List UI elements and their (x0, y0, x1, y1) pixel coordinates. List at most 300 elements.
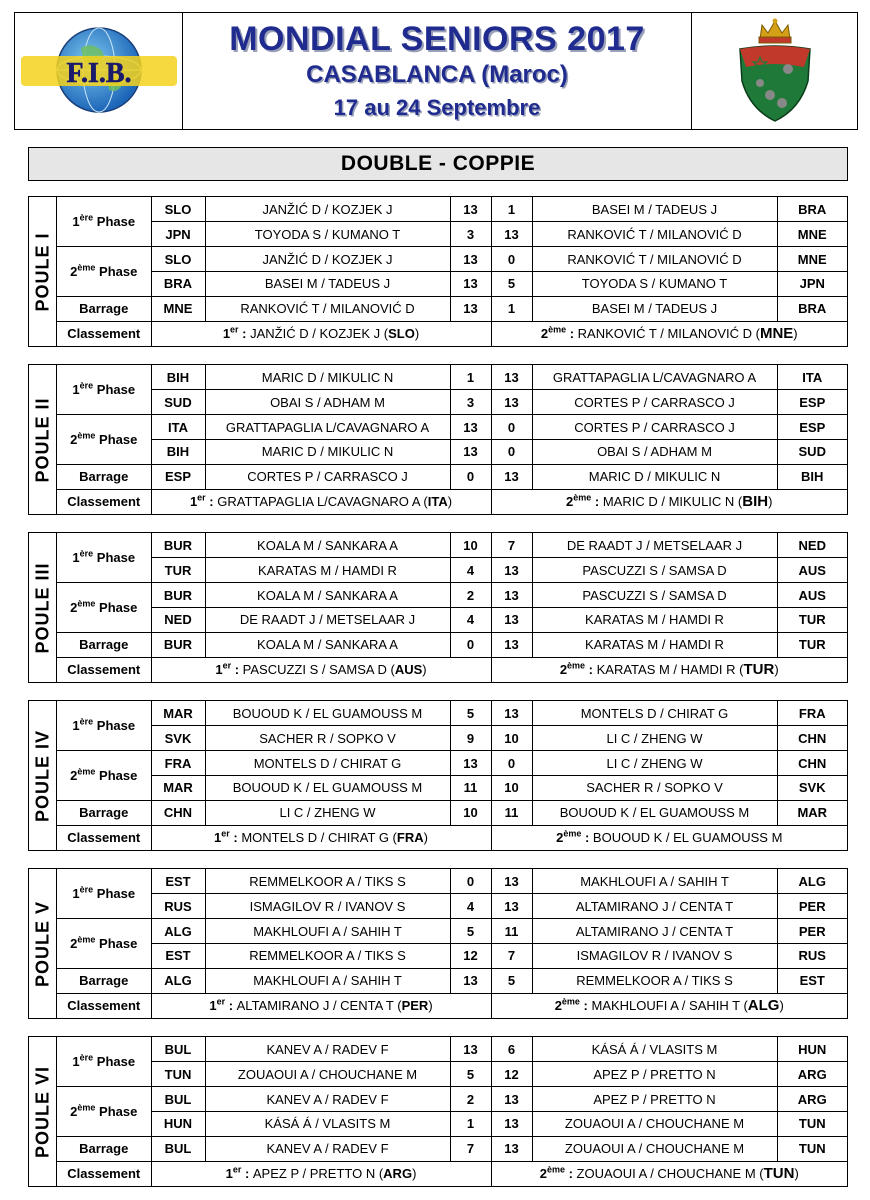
phase-label (57, 365, 151, 415)
team1-code: BUR (151, 533, 205, 558)
team2-score: 13 (491, 558, 532, 583)
team2-names: PASCUZZI S / SAMSA D (532, 583, 777, 608)
phase-ordinal: ème (77, 262, 96, 273)
team2-score: 13 (491, 583, 532, 608)
team1-score: 13 (450, 197, 491, 222)
rank-ordinal: ème (548, 324, 567, 335)
rank-ordinal: er (216, 996, 226, 1007)
team1-code: SLO (151, 197, 205, 222)
pool-block (28, 1036, 848, 1187)
rank-ordinal: er (221, 828, 230, 839)
second-place-names: MAKHLOUFI A / SAHIH T (591, 998, 740, 1014)
phase-number: 1 (72, 550, 80, 566)
phase-label: Barrage (57, 632, 151, 657)
team1-score: 9 (450, 726, 491, 751)
phase-ordinal: ème (77, 430, 96, 441)
pool-results-table (57, 365, 847, 514)
team1-score: 12 (450, 943, 491, 968)
team2-code: BRA (777, 296, 847, 321)
team1-score: 5 (450, 1062, 491, 1087)
second-place-names: RANKOVIĆ T / MILANOVIĆ D (577, 326, 752, 342)
rank-ordinal: er (230, 324, 239, 335)
team2-score: 10 (491, 775, 532, 800)
rank-number: 1 (209, 998, 217, 1014)
ranking-label: Classement (57, 1161, 151, 1186)
team1-names: JANŽIĆ D / KOZJEK J (205, 247, 450, 272)
second-place-code: TUR (743, 661, 775, 679)
phase-label (57, 919, 151, 969)
team2-names: ZOUAOUI A / CHOUCHANE M (532, 1136, 777, 1161)
rank-separator: : (238, 326, 251, 342)
team2-names: CORTES P / CARRASCO J (532, 415, 777, 440)
pool-name: POULE V (32, 900, 52, 987)
team2-score: 0 (491, 439, 532, 464)
phase-ordinal: ère (79, 884, 94, 895)
match-row (57, 271, 847, 296)
first-place-code: SLO (388, 326, 415, 342)
rank-ordinal: er (222, 660, 232, 671)
team2-score: 13 (491, 607, 532, 632)
team2-names: ALTAMIRANO J / CENTA T (532, 894, 777, 919)
phase-number: 1 (72, 886, 80, 902)
team1-names: CORTES P / CARRASCO J (205, 464, 450, 489)
phase-word: Phase (95, 1103, 138, 1119)
team1-code: BUL (151, 1037, 205, 1062)
team2-code: AUS (777, 583, 847, 608)
team2-score: 6 (491, 1037, 532, 1062)
second-place: 2ème : ZOUAOUI A / CHOUCHANE M (TUN) (491, 1161, 847, 1186)
pool-block (28, 532, 848, 683)
team1-code: EST (151, 869, 205, 894)
team1-names: BASEI M / TADEUS J (205, 271, 450, 296)
team1-code: SUD (151, 390, 205, 415)
team2-names: LI C / ZHENG W (532, 726, 777, 751)
team2-code: SUD (777, 439, 847, 464)
team1-code: MNE (151, 296, 205, 321)
team1-score: 10 (450, 533, 491, 558)
match-row (57, 919, 847, 944)
team2-code: ESP (777, 415, 847, 440)
match-row (57, 583, 847, 608)
first-place: 1er : JANŽIĆ D / KOZJEK J (SLO) (151, 321, 491, 346)
team1-names: SACHER R / SOPKO V (205, 726, 450, 751)
pool-name: POULE IV (32, 729, 52, 822)
phase-number: 2 (70, 1103, 78, 1119)
rank-number: 2 (539, 1166, 547, 1182)
pool-results-table (57, 533, 847, 682)
team1-score: 13 (450, 968, 491, 993)
phase-number: 2 (70, 431, 78, 447)
ranking-row (57, 1161, 847, 1186)
match-row (57, 894, 847, 919)
federation-crest-logo (692, 13, 857, 129)
team1-score: 10 (450, 800, 491, 825)
team2-score: 7 (491, 533, 532, 558)
team2-names: ISMAGILOV R / IVANOV S (532, 943, 777, 968)
team1-names: BOUOUD K / EL GUAMOUSS M (205, 775, 450, 800)
second-place-names: BOUOUD K / EL GUAMOUSS M (592, 830, 783, 846)
globe-icon (19, 26, 179, 116)
phase-label (57, 751, 151, 801)
match-row (57, 415, 847, 440)
team2-code: ALG (777, 869, 847, 894)
match-row (57, 533, 847, 558)
rank-separator: : (579, 998, 592, 1014)
second-place: 2ème : MAKHLOUFI A / SAHIH T (ALG) (491, 993, 847, 1018)
phase-number: 1 (72, 382, 80, 398)
team2-code: CHN (777, 751, 847, 776)
match-row (57, 222, 847, 247)
team1-code: ALG (151, 968, 205, 993)
team2-score: 0 (491, 247, 532, 272)
phase-number: 1 (72, 718, 80, 734)
phase-ordinal: ère (79, 716, 94, 727)
team1-names: KANEV A / RADEV F (205, 1136, 450, 1161)
team1-names: MAKHLOUFI A / SAHIH T (205, 919, 450, 944)
team2-code: BRA (777, 197, 847, 222)
team1-names: JANŽIĆ D / KOZJEK J (205, 197, 450, 222)
phase-number: 2 (70, 935, 78, 951)
phase-word: Phase (93, 550, 136, 566)
ranking-label: Classement (57, 825, 151, 850)
event-title: MONDIAL SENIORS 2017 (229, 20, 645, 58)
match-row (57, 1037, 847, 1062)
pool-block (28, 868, 848, 1019)
first-place-code: ARG (383, 1166, 413, 1182)
team2-names: BOUOUD K / EL GUAMOUSS M (532, 800, 777, 825)
pool-label (29, 1037, 57, 1186)
team1-names: DE RAADT J / METSELAAR J (205, 607, 450, 632)
pool-results-table (57, 197, 847, 346)
phase-ordinal: ème (77, 766, 96, 777)
team2-names: KARATAS M / HAMDI R (532, 632, 777, 657)
phase-label: Barrage (57, 1136, 151, 1161)
second-place-names: ZOUAOUI A / CHOUCHANE M (576, 1166, 756, 1182)
pool-results-table (57, 701, 847, 850)
team1-score: 13 (450, 296, 491, 321)
rank-separator: : (231, 662, 243, 678)
team2-score: 0 (491, 415, 532, 440)
team2-score: 5 (491, 271, 532, 296)
match-row (57, 943, 847, 968)
team1-score: 5 (450, 701, 491, 726)
team1-code: ALG (151, 919, 205, 944)
rank-separator: : (225, 998, 237, 1014)
phase-word: Phase (93, 886, 136, 902)
team2-code: ESP (777, 390, 847, 415)
phase-label (57, 701, 151, 751)
phase-ordinal: ère (79, 212, 94, 223)
team2-code: EST (777, 968, 847, 993)
match-row (57, 464, 847, 489)
team2-score: 1 (491, 296, 532, 321)
team2-code: ITA (777, 365, 847, 390)
team1-names: KOALA M / SANKARA A (205, 583, 450, 608)
phase-label: Barrage (57, 296, 151, 321)
team2-names: RANKOVIĆ T / MILANOVIĆ D (532, 247, 777, 272)
team1-score: 13 (450, 439, 491, 464)
second-place-names: KARATAS M / HAMDI R (596, 662, 736, 678)
team1-code: NED (151, 607, 205, 632)
team2-code: ARG (777, 1062, 847, 1087)
team1-code: SVK (151, 726, 205, 751)
pool-name: POULE II (32, 396, 52, 483)
pool-block (28, 196, 848, 347)
team2-code: TUN (777, 1136, 847, 1161)
team1-code: BUR (151, 632, 205, 657)
team1-code: RUS (151, 894, 205, 919)
first-place: 1er : GRATTAPAGLIA L/CAVAGNARO A (ITA) (151, 489, 491, 514)
team1-score: 2 (450, 1087, 491, 1112)
team1-score: 13 (450, 1037, 491, 1062)
team2-code: AUS (777, 558, 847, 583)
team2-code: MNE (777, 247, 847, 272)
team2-names: MARIC D / MIKULIC N (532, 464, 777, 489)
team2-code: TUR (777, 632, 847, 657)
match-row (57, 800, 847, 825)
first-place-code: FRA (396, 830, 424, 846)
match-row (57, 1136, 847, 1161)
team2-score: 13 (491, 365, 532, 390)
phase-label (57, 533, 151, 583)
team2-code: TUN (777, 1111, 847, 1136)
ranking-row (57, 321, 847, 346)
team1-code: FRA (151, 751, 205, 776)
team2-score: 13 (491, 1136, 532, 1161)
pool-label (29, 197, 57, 346)
phase-label: Barrage (57, 800, 151, 825)
ranking-row (57, 489, 847, 514)
team2-names: APEZ P / PRETTO N (532, 1087, 777, 1112)
phase-label: Barrage (57, 968, 151, 993)
team2-code: MNE (777, 222, 847, 247)
ranking-label: Classement (57, 321, 151, 346)
phase-ordinal: ère (79, 1052, 94, 1063)
rank-ordinal: ème (573, 492, 592, 503)
team2-score: 13 (491, 222, 532, 247)
ranking-row (57, 825, 847, 850)
crest-icon (730, 17, 820, 125)
phase-word: Phase (95, 263, 138, 279)
team2-score: 5 (491, 968, 532, 993)
team2-names: KÁSÁ Á / VLASITS M (532, 1037, 777, 1062)
rank-ordinal: ème (546, 1164, 565, 1175)
team1-names: KARATAS M / HAMDI R (205, 558, 450, 583)
team1-names: MAKHLOUFI A / SAHIH T (205, 968, 450, 993)
second-place-code: TUN (763, 1165, 795, 1183)
team1-code: ESP (151, 464, 205, 489)
team2-names: LI C / ZHENG W (532, 751, 777, 776)
rank-number: 2 (559, 662, 568, 678)
first-place-code: AUS (394, 662, 423, 678)
team1-names: KANEV A / RADEV F (205, 1087, 450, 1112)
team1-score: 1 (450, 365, 491, 390)
phase-ordinal: ème (77, 1102, 96, 1113)
phase-number: 2 (70, 263, 78, 279)
team2-code: TUR (777, 607, 847, 632)
rank-number: 1 (214, 830, 222, 846)
page-header (14, 12, 858, 130)
first-place: 1er : APEZ P / PRETTO N (ARG) (151, 1161, 491, 1186)
team1-names: KOALA M / SANKARA A (205, 632, 450, 657)
phase-word: Phase (93, 718, 136, 734)
team1-names: GRATTAPAGLIA L/CAVAGNARO A (205, 415, 450, 440)
team1-names: REMMELKOOR A / TIKS S (205, 869, 450, 894)
phase-ordinal: ème (77, 934, 96, 945)
team2-score: 10 (491, 726, 532, 751)
team1-names: MARIC D / MIKULIC N (205, 365, 450, 390)
phase-label (57, 247, 151, 297)
rank-separator: : (564, 1166, 577, 1182)
team2-names: MONTELS D / CHIRAT G (532, 701, 777, 726)
team1-score: 1 (450, 1111, 491, 1136)
match-row (57, 558, 847, 583)
team1-code: CHN (151, 800, 205, 825)
team2-code: NED (777, 533, 847, 558)
team1-names: OBAI S / ADHAM M (205, 390, 450, 415)
team1-code: BIH (151, 439, 205, 464)
team2-names: GRATTAPAGLIA L/CAVAGNARO A (532, 365, 777, 390)
team1-names: MONTELS D / CHIRAT G (205, 751, 450, 776)
first-place-names: JANŽIĆ D / KOZJEK J (250, 326, 381, 342)
match-row (57, 1062, 847, 1087)
phase-number: 1 (72, 214, 80, 230)
team1-names: BOUOUD K / EL GUAMOUSS M (205, 701, 450, 726)
phase-label: Barrage (57, 464, 151, 489)
team2-score: 13 (491, 1111, 532, 1136)
team1-code: EST (151, 943, 205, 968)
fib-logo (15, 13, 183, 129)
team1-code: BIH (151, 365, 205, 390)
team1-score: 3 (450, 390, 491, 415)
rank-number: 1 (222, 326, 231, 342)
team2-names: BASEI M / TADEUS J (532, 197, 777, 222)
team2-score: 13 (491, 1087, 532, 1112)
pool-name: POULE I (32, 231, 52, 312)
team1-names: ZOUAOUI A / CHOUCHANE M (205, 1062, 450, 1087)
first-place-names: GRATTAPAGLIA L/CAVAGNARO A (217, 494, 420, 510)
team1-code: MAR (151, 775, 205, 800)
phase-word: Phase (93, 1054, 136, 1070)
first-place: 1er : MONTELS D / CHIRAT G (FRA) (151, 825, 491, 850)
rank-number: 2 (566, 494, 574, 510)
team1-score: 11 (450, 775, 491, 800)
team2-code: PER (777, 894, 847, 919)
team1-names: REMMELKOOR A / TIKS S (205, 943, 450, 968)
match-row (57, 296, 847, 321)
rank-ordinal: er (232, 1164, 242, 1175)
first-place: 1er : PASCUZZI S / SAMSA D (AUS) (151, 657, 491, 682)
team2-score: 13 (491, 894, 532, 919)
team2-score: 13 (491, 869, 532, 894)
team1-code: BUL (151, 1087, 205, 1112)
team2-names: KARATAS M / HAMDI R (532, 607, 777, 632)
second-place: 2ème : MARIC D / MIKULIC N (BIH) (491, 489, 847, 514)
team2-names: CORTES P / CARRASCO J (532, 390, 777, 415)
pool-block (28, 364, 848, 515)
second-place: 2ème : RANKOVIĆ T / MILANOVIĆ D (MNE) (491, 321, 847, 346)
pool-name: POULE III (32, 561, 52, 654)
match-row (57, 1111, 847, 1136)
rank-ordinal: er (197, 492, 206, 503)
phase-word: Phase (93, 382, 136, 398)
phase-word: Phase (95, 599, 138, 615)
rank-number: 1 (189, 494, 198, 510)
ranking-row (57, 993, 847, 1018)
team1-score: 3 (450, 222, 491, 247)
ranking-row (57, 657, 847, 682)
team2-score: 0 (491, 751, 532, 776)
team2-names: PASCUZZI S / SAMSA D (532, 558, 777, 583)
team2-names: MAKHLOUFI A / SAHIH T (532, 869, 777, 894)
rank-number: 2 (540, 326, 549, 342)
second-place-code: MNE (759, 325, 794, 343)
team1-code: ITA (151, 415, 205, 440)
match-row (57, 968, 847, 993)
phase-label (57, 1087, 151, 1137)
match-row (57, 247, 847, 272)
match-row (57, 439, 847, 464)
pool-block (28, 700, 848, 851)
rank-separator: : (585, 662, 597, 678)
phase-word: Phase (95, 767, 138, 783)
team1-code: BUL (151, 1136, 205, 1161)
team2-score: 13 (491, 464, 532, 489)
team1-names: LI C / ZHENG W (205, 800, 450, 825)
phase-label (57, 415, 151, 465)
pool-results-table (57, 1037, 847, 1186)
match-row (57, 607, 847, 632)
team2-code: HUN (777, 1037, 847, 1062)
team2-names: TOYODA S / KUMANO T (532, 271, 777, 296)
event-dates: 17 au 24 Septembre (333, 95, 541, 120)
team1-names: TOYODA S / KUMANO T (205, 222, 450, 247)
team1-score: 0 (450, 632, 491, 657)
pool-label (29, 701, 57, 850)
team2-score: 1 (491, 197, 532, 222)
team2-names: RANKOVIĆ T / MILANOVIĆ D (532, 222, 777, 247)
first-place-names: APEZ P / PRETTO N (252, 1166, 376, 1182)
team2-score: 12 (491, 1062, 532, 1087)
team2-names: REMMELKOOR A / TIKS S (532, 968, 777, 993)
phase-word: Phase (95, 935, 138, 951)
pool-label (29, 869, 57, 1018)
second-place: 2ème : KARATAS M / HAMDI R (TUR) (491, 657, 847, 682)
team1-names: KÁSÁ Á / VLASITS M (205, 1111, 450, 1136)
team2-code: JPN (777, 271, 847, 296)
team1-code: SLO (151, 247, 205, 272)
match-row (57, 197, 847, 222)
team2-names: SACHER R / SOPKO V (532, 775, 777, 800)
team2-code: ARG (777, 1087, 847, 1112)
team2-names: ZOUAOUI A / CHOUCHANE M (532, 1111, 777, 1136)
second-place-code: ALG (747, 997, 780, 1015)
match-row (57, 701, 847, 726)
second-place-names: MARIC D / MIKULIC N (602, 494, 735, 510)
team1-code: BUR (151, 583, 205, 608)
team2-score: 13 (491, 632, 532, 657)
phase-number: 1 (72, 1054, 80, 1070)
phase-word: Phase (95, 431, 138, 447)
pool-name: POULE VI (32, 1065, 52, 1158)
pool-results-table (57, 869, 847, 1018)
rank-number: 1 (225, 1166, 233, 1182)
team1-score: 5 (450, 919, 491, 944)
team2-score: 13 (491, 701, 532, 726)
team1-score: 13 (450, 751, 491, 776)
second-place-code: BIH (742, 493, 769, 511)
team2-score: 11 (491, 800, 532, 825)
